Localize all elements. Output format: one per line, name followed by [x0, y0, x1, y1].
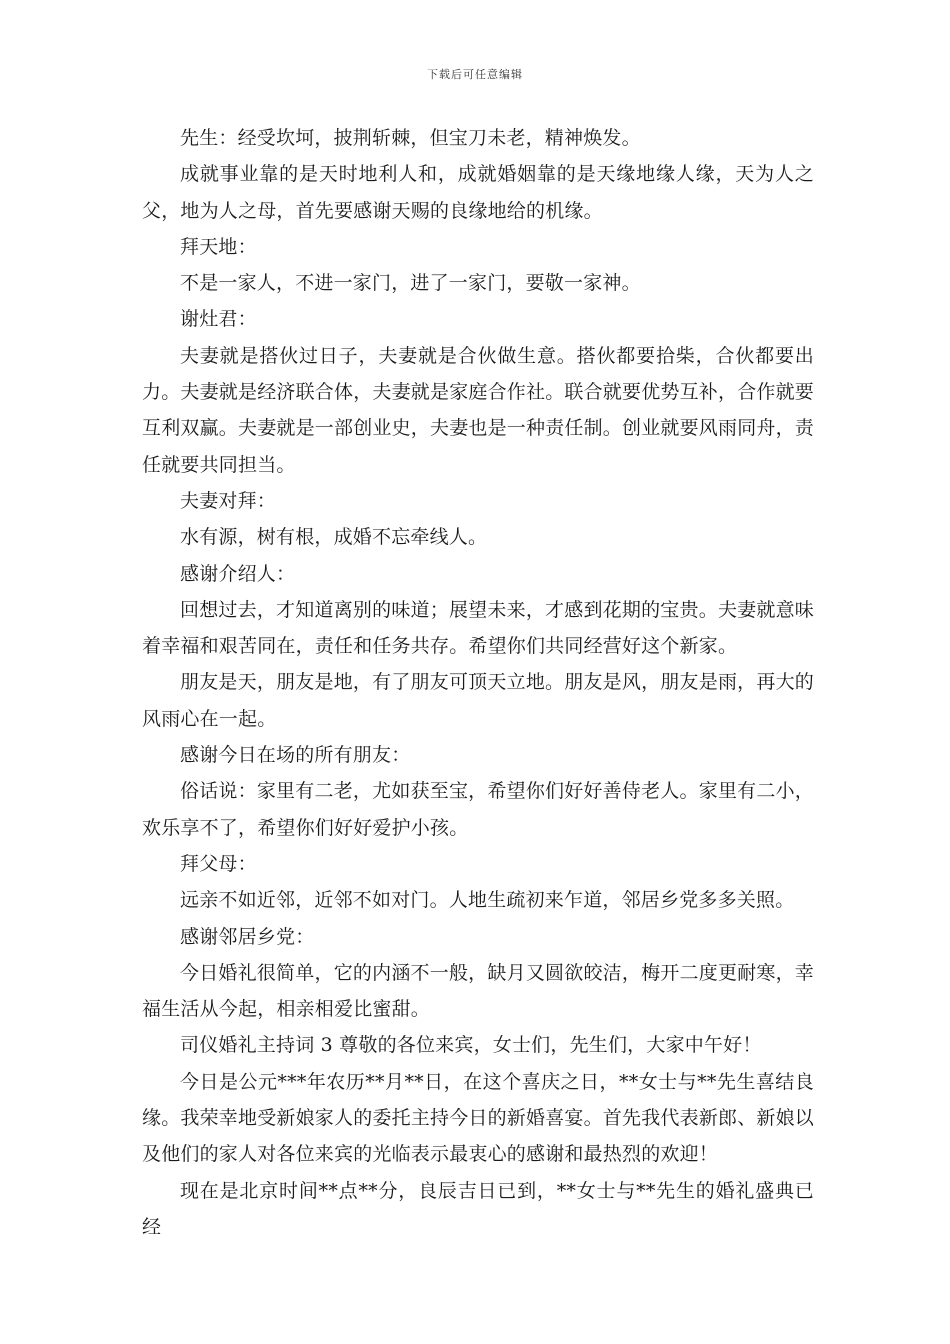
paragraph: 俗话说：家里有二老，尤如获至宝，希望你们好好善侍老人。家里有二小，欢乐享不了，希望你们好好爱护小孩。	[142, 780, 814, 839]
paragraph: 水有源，树有根，成婚不忘牵线人。	[180, 526, 488, 549]
page-header: 下载后可任意编辑	[427, 68, 523, 81]
paragraph: 不是一家人，不进一家门，进了一家门，要敬一家神。	[180, 272, 641, 295]
paragraph: 感谢今日在场的所有朋友：	[180, 744, 411, 767]
paragraph: 朋友是天，朋友是地，有了朋友可顶天立地。朋友是风，朋友是雨，再大的风雨心在一起。	[142, 671, 814, 730]
paragraph: 拜父母：	[180, 852, 257, 875]
paragraph: 拜天地：	[180, 235, 257, 258]
paragraph: 今日婚礼很简单，它的内涵不一般，缺月又圆欲皎洁，梅开二度更耐寒，幸福生活从今起，相亲相爱比蜜甜。	[142, 961, 814, 1021]
paragraph: 成就事业靠的是天时地利人和，成就婚姻靠的是天缘地缘人缘，天为人之父，地为人之母，首先要感谢天赐的良缘地给的机缘。	[142, 163, 814, 222]
paragraph: 司仪婚礼主持词 3 尊敬的各位来宾，女士们，先生们，大家中午好！	[180, 1034, 762, 1057]
paragraph: 先生：经受坎坷，披荆斩棘，但宝刀未老，精神焕发。	[180, 127, 641, 149]
paragraph: 谢灶君：	[180, 308, 257, 331]
paragraph: 回想过去，才知道离别的味道；展望未来，才感到花期的宝贵。夫妻就意味着幸福和艰苦同在，责任和任务共存。希望你们共同经营好这个新家。	[142, 598, 814, 658]
paragraph: 感谢介绍人：	[180, 562, 296, 585]
paragraph: 夫妻就是搭伙过日子，夫妻就是合伙做生意。搭伙都要拾柴，合伙都要出力。夫妻就是经济联合体，夫妻就是家庭合作社。联合就要优势互补，合作就要互利双赢。夫妻就是一部创业史，夫妻也是一种责任制。创业就要风雨同舟，责任就要共同担当。	[142, 344, 815, 476]
paragraph: 夫妻对拜：	[180, 489, 277, 512]
paragraph: 远亲不如近邻，近邻不如对门。人地生疏初来乍道，邻居乡党多多关照。	[180, 889, 795, 912]
paragraph: 今日是公元***年农历**月**日，在这个喜庆之日，**女士与**先生喜结良缘。我荣幸地受新娘家人的委托主持今日的新婚喜宴。首先我代表新郎、新娘以及他们的家人对各位来宾的光临表示最衷心的感谢和最热烈的欢迎！	[142, 1070, 815, 1166]
paragraph: 感谢邻居乡党：	[180, 925, 315, 948]
document-body	[142, 120, 814, 1245]
paragraph: 现在是北京时间**点**分，良辰吉日已到，**女士与**先生的婚礼盛典已经	[142, 1179, 814, 1238]
